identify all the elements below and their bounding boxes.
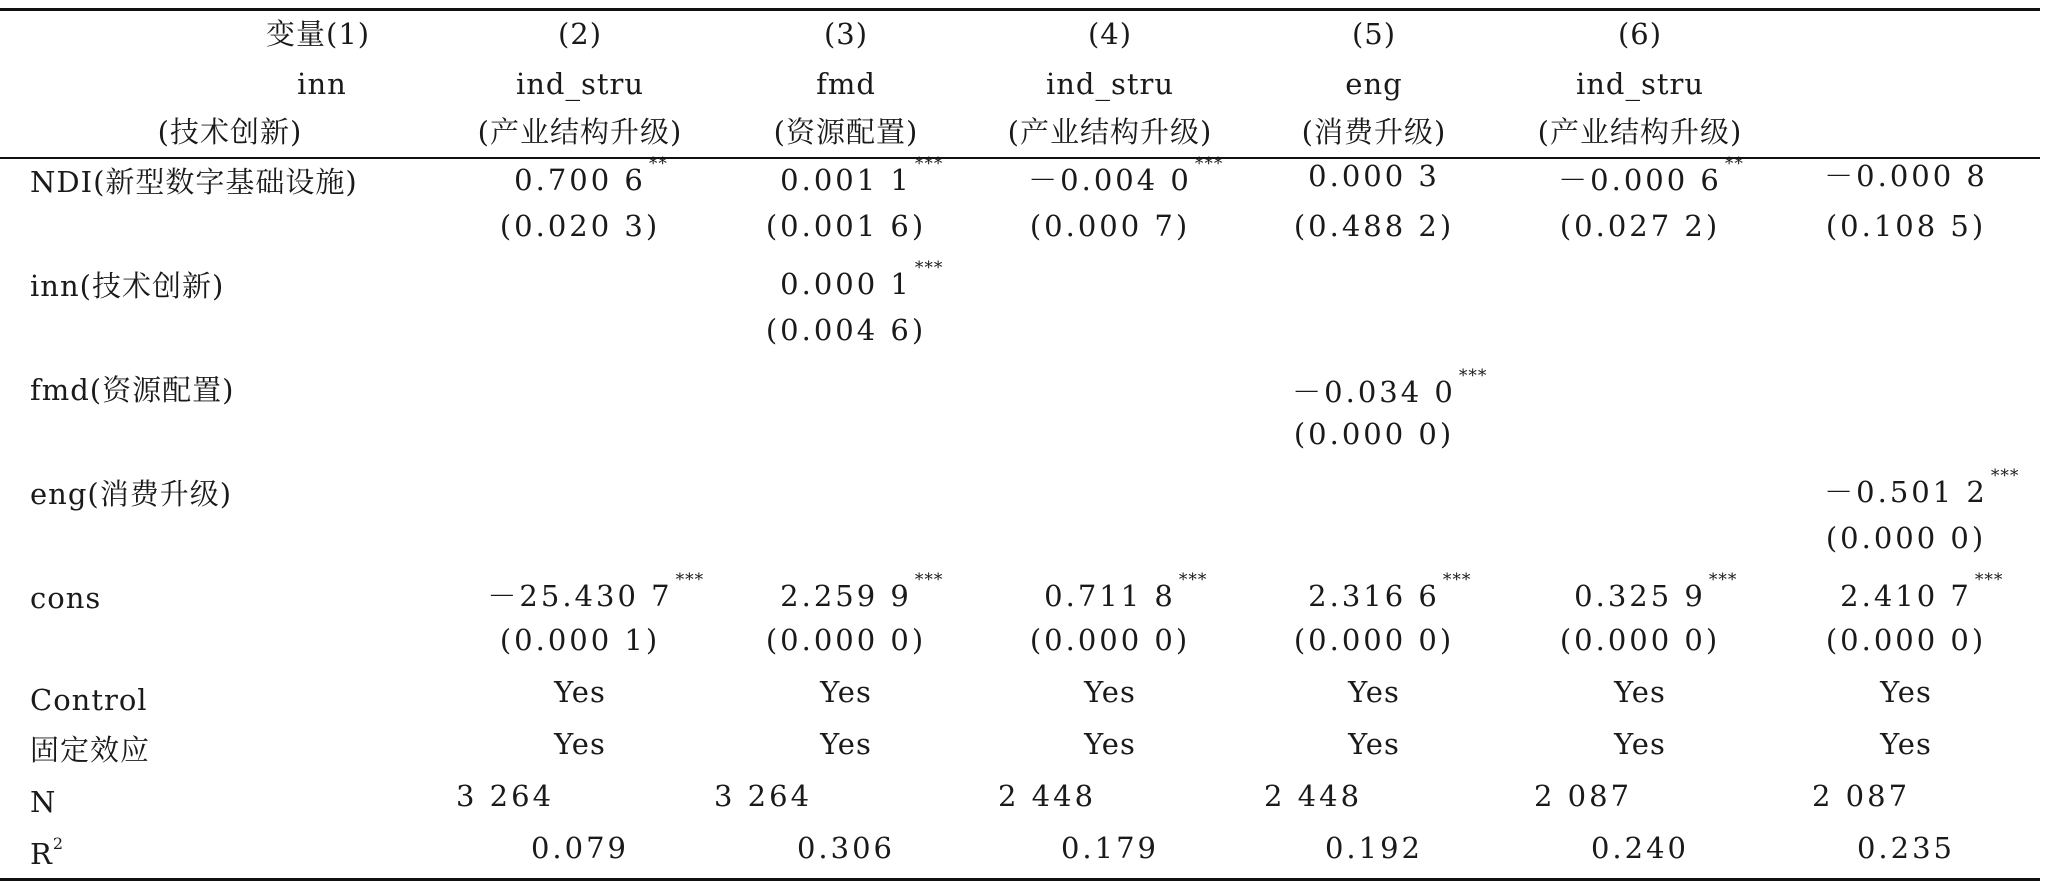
eng-coef [1824,466,2020,509]
r2-label-main: R [30,837,53,871]
cons-coef-stars: *** [675,570,705,590]
top-rule [0,8,2040,11]
ndi-p-col6: (0.027 2) [1559,209,1721,243]
r2-col7: 0.235 [1856,831,1956,865]
eng-coef-value: －0.501 2 [1824,475,1988,509]
header-var-2: ind_stru [515,67,645,101]
ndi-coef-value: 0.001 1 [780,163,912,197]
r2-col2: 0.079 [530,831,630,865]
header-variable-col: 变量(1) [266,17,371,51]
cons-coef-col6 [1574,570,1738,613]
cons-p-col6: (0.000 0) [1559,623,1721,657]
ndi-p-col7: (0.108 5) [1825,209,1987,243]
r2-col3: 0.306 [796,831,896,865]
fmd-coef [1292,366,1488,409]
row-label-fixed-effects: 固定效应 [30,733,151,767]
ndi-coef-stars: ** [1724,154,1744,174]
header-var-5: eng [1345,67,1403,101]
cons-coef-value: 0.711 8 [1044,579,1176,613]
header-col-5: (5) [1351,17,1397,51]
cons-p-col4: (0.000 0) [1029,623,1191,657]
cons-p-col5: (0.000 0) [1293,623,1455,657]
header-desc-4: (产业结构升级) [1007,115,1213,149]
header-col-4: (4) [1087,17,1133,51]
header-col-6: (6) [1617,17,1663,51]
cons-p-col7: (0.000 0) [1825,623,1987,657]
ndi-coef-stars: *** [1194,154,1224,174]
r2-col4: 0.179 [1060,831,1160,865]
n-col7: 2 087 [1812,779,1911,813]
header-desc-6: (产业结构升级) [1537,115,1743,149]
row-label-fmd: fmd(资源配置) [30,373,235,407]
header-desc-5: (消费升级) [1301,115,1447,149]
fe-col6: Yes [1614,727,1666,761]
row-label-inn: inn(技术创新) [30,269,225,303]
n-col3: 3 264 [714,779,813,813]
cons-coef-col2 [487,570,705,613]
ndi-coef-value: －0.000 8 [1824,159,1988,193]
inn-coef-value: 0.000 1 [780,267,912,301]
row-label-cons: cons [30,581,102,615]
header-col-2: (2) [557,17,603,51]
inn-p: (0.004 6) [765,313,927,347]
header-var-3: fmd [816,67,876,101]
control-col4: Yes [1084,675,1136,709]
eng-coef-stars: *** [1990,466,2020,486]
ndi-coef-col4 [1028,154,1224,197]
n-col6: 2 087 [1534,779,1633,813]
fe-col3: Yes [820,727,872,761]
cons-coef-col5 [1308,570,1472,613]
bottom-rule [0,878,2040,881]
ndi-coef-col5 [1308,159,1440,193]
row-label-ndi: NDI(新型数字基础设施) [30,165,358,199]
cons-coef-stars: *** [1178,570,1208,590]
cons-coef-col4 [1044,570,1208,613]
ndi-p-col5: (0.488 2) [1293,209,1455,243]
fe-col5: Yes [1348,727,1400,761]
cons-p-col2: (0.000 1) [499,623,661,657]
ndi-coef-value: 0.000 3 [1308,159,1440,193]
fmd-coef-value: －0.034 0 [1292,375,1456,409]
cons-coef-value: 2.259 9 [780,579,912,613]
ndi-coef-col2 [514,154,668,197]
inn-coef-stars: *** [914,258,944,278]
ndi-coef-stars: *** [914,154,944,174]
row-label-n: N [30,785,57,819]
header-desc-2: (产业结构升级) [477,115,683,149]
header-col-3: (3) [823,17,869,51]
n-col4: 2 448 [998,779,1097,813]
ndi-coef-stars: ** [648,154,668,174]
cons-coef-col3 [780,570,944,613]
eng-p: (0.000 0) [1825,521,1987,555]
r2-label-sup: 2 [52,834,65,853]
ndi-coef-col7 [1824,159,1988,193]
fe-col7: Yes [1880,727,1932,761]
cons-coef-stars: *** [1974,570,2004,590]
fmd-coef-stars: *** [1458,366,1488,386]
cons-coef-value: 2.410 7 [1840,579,1972,613]
control-col5: Yes [1348,675,1400,709]
control-col7: Yes [1880,675,1932,709]
cons-coef-stars: *** [1708,570,1738,590]
row-label-control: Control [30,683,148,717]
row-label-eng: eng(消费升级) [30,477,233,511]
cons-coef-value: 0.325 9 [1574,579,1706,613]
row-label-r2 [30,834,65,871]
cons-p-col3: (0.000 0) [765,623,927,657]
ndi-p-col4: (0.000 7) [1029,209,1191,243]
r2-col5: 0.192 [1324,831,1424,865]
cons-coef-col7 [1840,570,2004,613]
ndi-coef-col3 [780,154,944,197]
ndi-coef-col6 [1558,154,1744,197]
header-desc-3: (资源配置) [773,115,919,149]
header-var-4: ind_stru [1045,67,1175,101]
n-col2: 3 264 [456,779,555,813]
ndi-p-col2: (0.020 3) [499,209,661,243]
ndi-coef-value: －0.004 0 [1028,163,1192,197]
r2-col6: 0.240 [1590,831,1690,865]
header-var-1: inn [297,67,347,101]
fmd-p: (0.000 0) [1293,417,1455,451]
fe-col2: Yes [554,727,606,761]
header-var-6: ind_stru [1575,67,1705,101]
ndi-coef-value: 0.700 6 [514,163,646,197]
ndi-p-col3: (0.001 6) [765,209,927,243]
header-desc-1: (技术创新) [157,115,303,149]
n-col5: 2 448 [1264,779,1363,813]
cons-coef-stars: *** [1442,570,1472,590]
fe-col4: Yes [1084,727,1136,761]
cons-coef-stars: *** [914,570,944,590]
ndi-coef-value: －0.000 6 [1558,163,1722,197]
cons-coef-value: 2.316 6 [1308,579,1440,613]
control-col2: Yes [554,675,606,709]
control-col3: Yes [820,675,872,709]
inn-coef [780,258,944,301]
control-col6: Yes [1614,675,1666,709]
cons-coef-value: －25.430 7 [487,579,673,613]
